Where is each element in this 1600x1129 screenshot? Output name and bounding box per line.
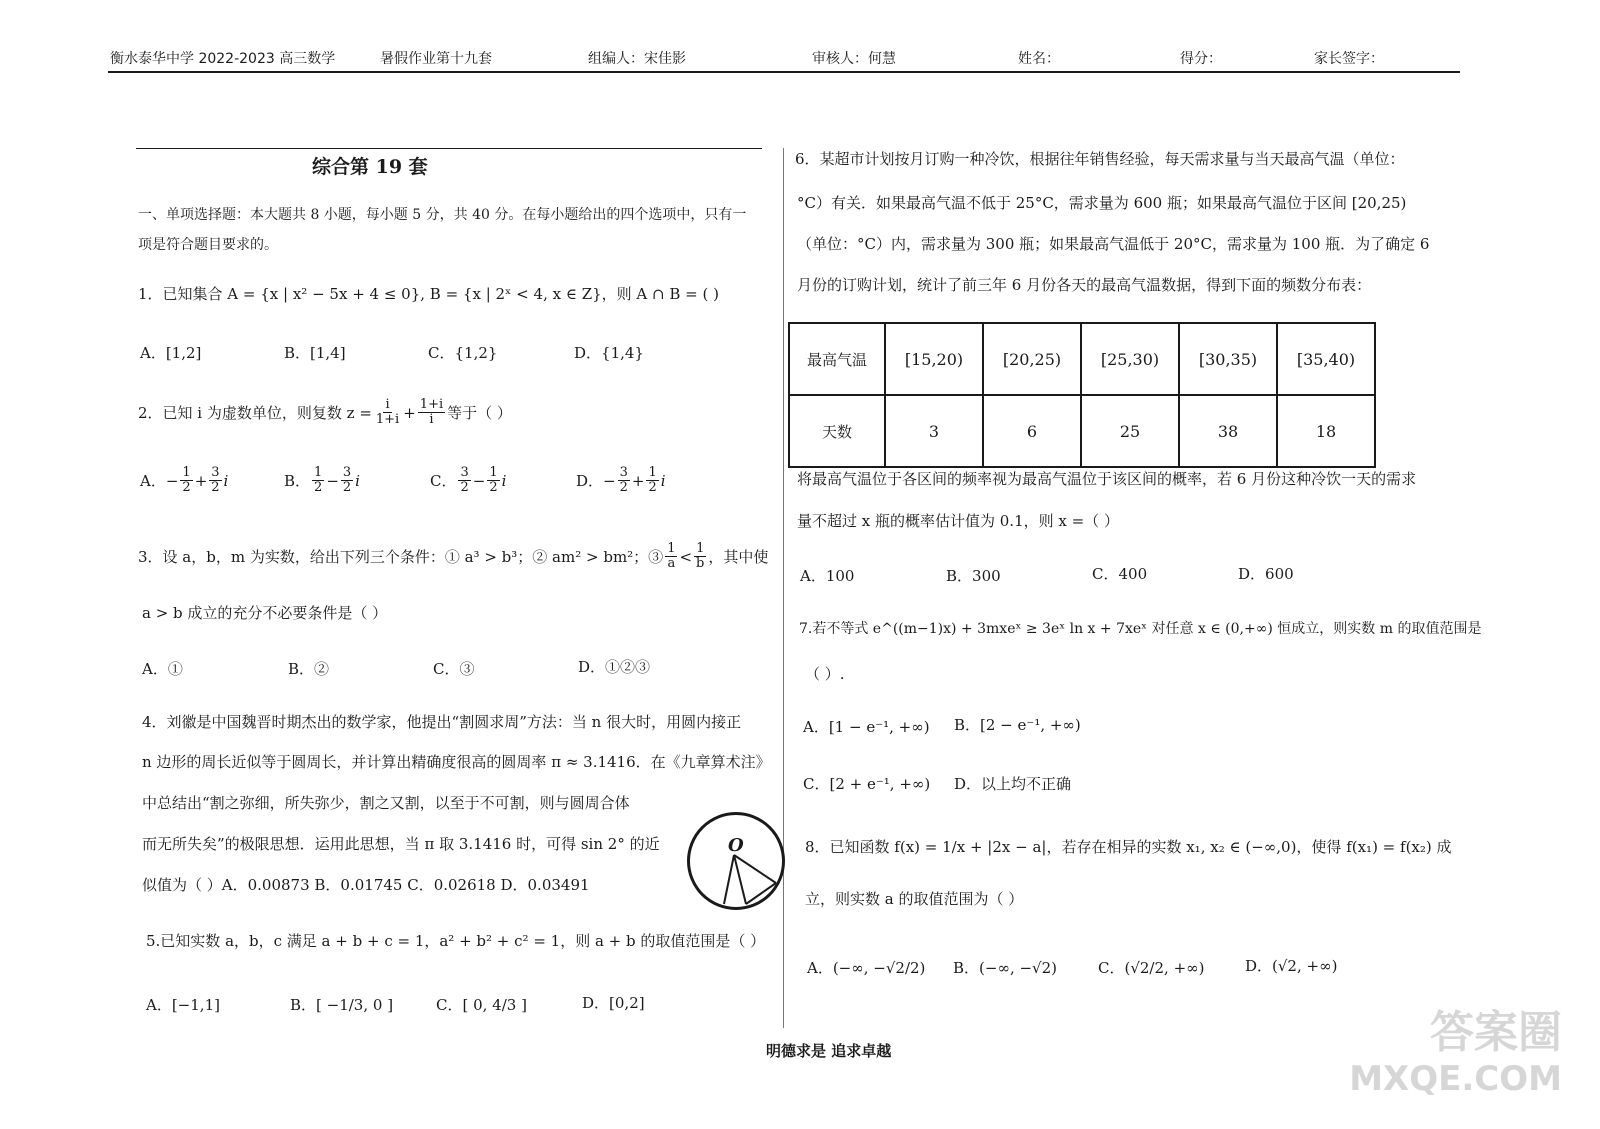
question-2-option-b: B． $\frac{1}{2}$ − $\frac{3}{2}$ i <box>284 465 360 495</box>
title-rule <box>136 148 762 149</box>
question-6-line2: °C）有关．如果最高气温不低于 25°C，需求量为 600 瓶；如果最高气温位于区间 [20,25) <box>797 194 1407 212</box>
question-5-stem: 5.已知实数 a，b，c 满足 a + b + c = 1，a² + b² + c² = 1，则 a + b 的取值范围是（ ） <box>146 932 766 950</box>
table-cell-days: 38 <box>1179 395 1277 467</box>
question-2-option-a: A．− $\frac{1}{2}$ + $\frac{3}{2}$ i <box>140 465 229 495</box>
header-editor: 组编人：宋佳影 <box>588 51 686 67</box>
frequency-table <box>788 322 1376 468</box>
footer-motto: 明德求是 追求卓越 <box>766 1042 892 1060</box>
table-row-label-days: 天数 <box>789 395 885 467</box>
header-name-field: 姓名： <box>1018 51 1060 67</box>
table-row <box>789 395 1375 467</box>
site-watermark: 答案圈 MXQE.COM <box>1349 1007 1562 1099</box>
question-7-line2: （ ）. <box>805 665 845 683</box>
question-8-option-a: A．(−∞, −√2/2) <box>807 959 926 977</box>
question-4-line2: n 边形的周长近似等于圆周长，并计算出精确度很高的圆周率 π ≈ 3.1416．在《九章算术注》 <box>142 753 771 771</box>
question-4-line4: 而无所失矣”的极限思想．运用此思想，当 π 取 3.1416 时，可得 sin 2° 的近 <box>142 835 660 853</box>
question-6-option-c: C．400 <box>1092 565 1148 583</box>
question-4-line5: 似值为（ ）A．0.00873 B．0.01745 C．0.02618 D．0.03491 <box>142 876 590 894</box>
question-6-line3: （单位：°C）内，需求量为 300 瓶；如果最高气温低于 20°C，需求量为 100 瓶．为了确定 6 <box>797 235 1430 253</box>
question-8-line2: 立，则实数 a 的取值范围为（ ） <box>805 890 1024 908</box>
section-instructions-line1: 一、单项选择题：本大题共 8 小题，每小题 5 分，共 40 分。在每小题给出的四个选项中，只有一 <box>138 207 747 223</box>
table-cell-interval: [15,20) <box>885 323 983 395</box>
question-4-line1: 4．刘徽是中国魏晋时期杰出的数学家，他提出“割圆求周”方法：当 n 很大时，用圆内接正 <box>142 713 742 731</box>
question-1-option-a: A．[1,2] <box>140 344 202 362</box>
question-1-option-c: C．{1,2} <box>428 344 498 362</box>
question-8-option-d: D．(√2, +∞) <box>1245 957 1338 975</box>
question-3-option-c: C．③ <box>433 660 475 678</box>
table-cell-days: 6 <box>983 395 1081 467</box>
question-3-option-a: A．① <box>142 660 183 678</box>
question-2-fraction-1: $\frac{i}{1+i}$ <box>375 397 400 427</box>
question-6-line6: 量不超过 x 瓶的概率估计值为 0.1，则 x =（ ） <box>797 512 1119 530</box>
question-2-option-c: C． $\frac{3}{2}$ − $\frac{1}{2}$ i <box>430 465 507 495</box>
question-6-option-a: A．100 <box>800 567 855 585</box>
question-2-prefix: 2．已知 i 为虚数单位，则复数 z = <box>138 404 372 422</box>
header-parent-signature: 家长签字： <box>1314 51 1384 67</box>
table-cell-interval: [30,35) <box>1179 323 1277 395</box>
question-7-line1: 7.若不等式 e^((m−1)x) + 3mxeˣ ≥ 3eˣ ln x + 7xeˣ 对任意 x ∈ (0,+∞) 恒成立，则实数 m 的取值范围是 <box>799 621 1482 637</box>
table-row-label-temp: 最高气温 <box>789 323 885 395</box>
header-score-field: 得分： <box>1180 51 1222 67</box>
question-8-option-b: B．(−∞, −√2) <box>953 959 1057 977</box>
question-2-suffix: 等于（ ） <box>447 404 512 422</box>
table-cell-interval: [20,25) <box>983 323 1081 395</box>
question-5-option-d: D．[0,2] <box>582 994 645 1012</box>
question-6-line5: 将最高气温位于各区间的频率视为最高气温位于该区间的概率，若 6 月份这种冷饮一天的需求 <box>797 470 1417 488</box>
question-8-option-c: C．(√2/2, +∞) <box>1098 959 1205 977</box>
question-3-option-d: D．①②③ <box>578 658 651 676</box>
circle-center-label: O <box>728 835 744 856</box>
question-7-option-b: B．[2 − e⁻¹, +∞) <box>954 716 1081 734</box>
table-cell-interval: [35,40) <box>1277 323 1375 395</box>
inscribed-polygon-figure <box>687 812 785 910</box>
question-7-option-c: C．[2 + e⁻¹, +∞) <box>803 775 931 793</box>
question-6-line1: 6．某超市计划按月订购一种冷饮，根据往年销售经验，每天需求量与当天最高气温（单位： <box>795 150 1405 168</box>
question-1-option-b: B．[1,4] <box>284 344 346 362</box>
question-5-option-a: A．[−1,1] <box>146 996 220 1014</box>
question-3-option-b: B．② <box>288 660 330 678</box>
header-reviewer: 审核人：何慧 <box>812 51 896 67</box>
question-2-fraction-2: $\frac{1+i}{i}$ <box>419 397 444 427</box>
question-3-line2: a > b 成立的充分不必要条件是（ ） <box>142 604 388 622</box>
question-6-option-b: B．300 <box>946 567 1001 585</box>
question-7-option-a: A．[1 − e⁻¹, +∞) <box>803 718 930 736</box>
question-3-stem: 3．设 a，b，m 为实数，给出下列三个条件：① a³ > b³；② am² > bm²；③ $\frac{1}{a}$ < $\frac{1}{b}$ ，其中使 <box>138 541 769 571</box>
question-1-option-d: D．{1,4} <box>574 344 644 362</box>
header-homework: 暑假作业第十九套 <box>380 51 492 67</box>
table-cell-days: 3 <box>885 395 983 467</box>
header-rule <box>108 71 1460 73</box>
question-8-line1: 8．已知函数 f(x) = 1/x + |2x − a|，若存在相异的实数 x₁, x₂ ∈ (−∞,0)，使得 f(x₁) = f(x₂) 成 <box>805 838 1452 856</box>
question-5-option-c: C．[ 0, 4/3 ] <box>436 996 527 1014</box>
page-title: 综合第 19 套 <box>312 156 428 178</box>
column-divider <box>783 148 784 1028</box>
table-cell-days: 18 <box>1277 395 1375 467</box>
question-2-stem: 2．已知 i 为虚数单位，则复数 z = $\frac{i}{1+i}$ + $\frac{1+i}{i}$ 等于（ ） <box>138 397 512 427</box>
question-5-option-b: B．[ −1/3, 0 ] <box>290 996 394 1014</box>
question-6-line4: 月份的订购计划，统计了前三年 6 月份各天的最高气温数据，得到下面的频数分布表： <box>797 276 1372 294</box>
question-7-option-d: D．以上均不正确 <box>954 775 1072 793</box>
section-instructions-line2: 项是符合题目要求的。 <box>138 237 278 253</box>
question-6-option-d: D．600 <box>1238 565 1294 583</box>
header-school: 衡水泰华中学 2022-2023 高三数学 <box>110 51 336 67</box>
table-cell-days: 25 <box>1081 395 1179 467</box>
question-4-line3: 中总结出“割之弥细，所失弥少，割之又割，以至于不可割，则与圆周合体 <box>142 794 630 812</box>
question-2-option-d: D．− $\frac{3}{2}$ + $\frac{1}{2}$ i <box>576 465 666 495</box>
question-1-stem: 1．已知集合 A = {x | x² − 5x + 4 ≤ 0}, B = {x | 2ˣ < 4, x ∈ Z}，则 A ∩ B = ( ) <box>138 285 719 303</box>
table-cell-interval: [25,30) <box>1081 323 1179 395</box>
table-row <box>789 323 1375 395</box>
